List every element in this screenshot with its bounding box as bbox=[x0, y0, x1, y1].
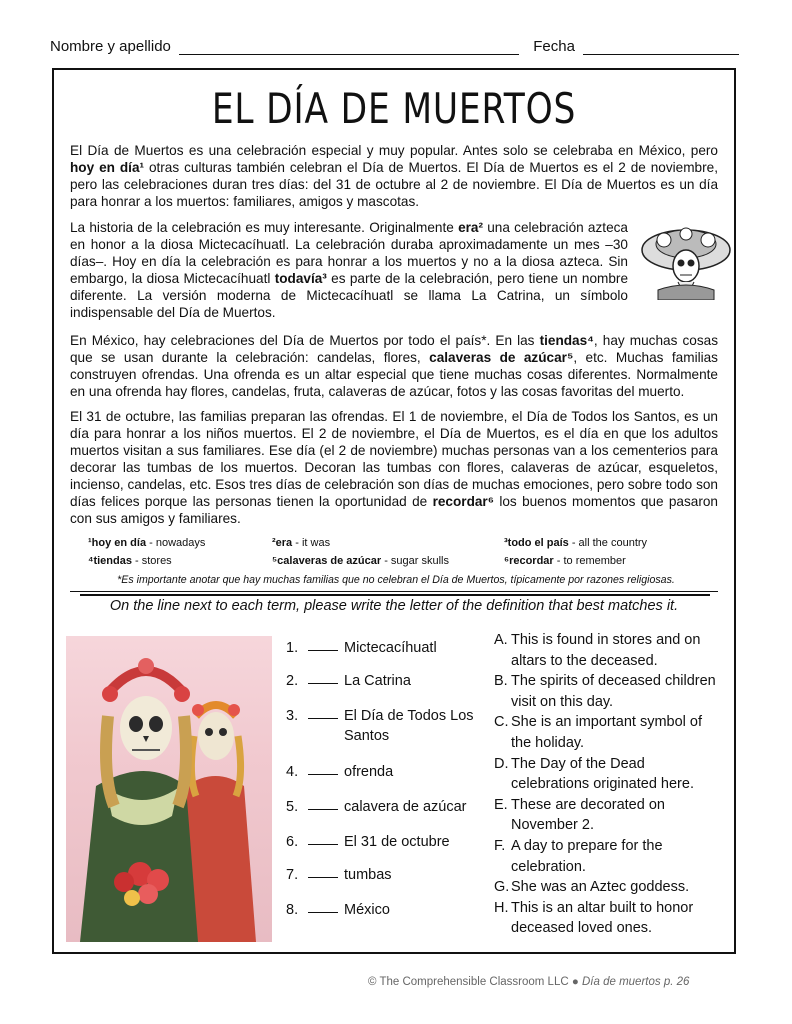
divider bbox=[80, 594, 710, 596]
term-item: 6. El 31 de octubre bbox=[286, 834, 450, 850]
definition-item: A. This is found in stores and on altars to the deceased. bbox=[494, 632, 701, 669]
term-item: 2. La Catrina bbox=[286, 673, 411, 689]
name-label: Nombre y apellido bbox=[50, 38, 171, 55]
definitions-list bbox=[494, 630, 719, 939]
date-field[interactable] bbox=[583, 40, 739, 55]
paragraph-1: El Día de Muertos es una celebración especial y muy popular. Antes solo se celebraba en México, pero hoy en día¹ otras culturas también celebran el Día de Muertos. El Día de Muertos es el 2 de noviembre, pero las celebraciones duran tres días: del 31 de octubre al 2 de noviembre. El Día de Muertos es un día para honrar a los muertos: familiares, amigos y mascotas. bbox=[70, 143, 718, 209]
catrina-illustration bbox=[638, 220, 734, 300]
date-label: Fecha bbox=[533, 38, 575, 55]
definition-item: H. This is an altar built to honor deceased loved ones. bbox=[494, 899, 694, 937]
term-item: 8. México bbox=[286, 902, 390, 918]
glossary bbox=[88, 534, 718, 570]
header bbox=[50, 38, 740, 55]
glossary-item: ⁶recordar - to remember bbox=[504, 555, 626, 567]
definition-item: F. A day to prepare for the celebration. bbox=[494, 837, 663, 875]
term-item: 1. Mictecacíhuatl bbox=[286, 640, 437, 656]
answer-blank[interactable] bbox=[308, 832, 338, 845]
name-field[interactable] bbox=[179, 40, 519, 55]
footer bbox=[368, 976, 689, 988]
page-title: EL DÍA DE MUERTOS bbox=[211, 84, 577, 133]
worksheet-frame bbox=[52, 68, 736, 954]
glossary-item: ²era - it was bbox=[272, 537, 331, 549]
glossary-item: ³todo el país - all the country bbox=[504, 537, 648, 549]
paragraph-3: En México, hay celebraciones del Día de Muertos por todo el país*. En las tiendas⁴, hay muchas cosas que se usan durante la celebración: candelas, flores, calaveras de azúcar⁵, etc. Muchas familias construyen ofrendas. Una ofrenda es un altar especial que tiene muchas cosas diferentes. Normalmente en una ofrenda hay flores, candelas, fruta, calaveras de azúcar, fotos y las cosas favoritas del muerto. bbox=[70, 333, 718, 399]
term-item: 4. ofrenda bbox=[286, 764, 394, 780]
paragraph-2: La historia de la celebración es muy interesante. Originalmente era² una celebración azteca en honor a la diosa Mictecacíhuatl. La celebración duraba aproximadamente un mes –30 días–. Hoy en día la celebración es para honrar a los muertos y no a la diosa azteca. Sin embargo, la diosa Mictecacíhuatl todavía³ es parte de la celebración, pero tiene un nombre diferente. La versión moderna de Mictecacíhuatl se llama La Catrina, un símbolo indispensable del Día de Muertos. bbox=[70, 220, 628, 320]
glossary-item: ¹hoy en día - nowadays bbox=[88, 537, 206, 549]
term-item: 5. calavera de azúcar bbox=[286, 799, 467, 815]
book-title: Día de muertos bbox=[582, 976, 661, 988]
copyright-text: © The Comprehensible Classroom LLC ● bbox=[368, 976, 582, 988]
answer-blank[interactable] bbox=[308, 900, 338, 913]
answer-blank[interactable] bbox=[308, 671, 338, 684]
glossary-item: ⁵calaveras de azúcar - sugar skulls bbox=[272, 555, 449, 567]
term-item: 3. El Día de Todos Los Santos bbox=[286, 708, 474, 744]
term-item: 7. tumbas bbox=[286, 867, 392, 883]
answer-blank[interactable] bbox=[308, 638, 338, 651]
answer-blank[interactable] bbox=[308, 797, 338, 810]
definition-item: D. The Day of the Dead celebrations originated here. bbox=[494, 755, 694, 793]
definition-item: C. She is an important symbol of the holiday. bbox=[494, 714, 703, 751]
glossary-item: ⁴tiendas - stores bbox=[88, 555, 172, 567]
divider bbox=[70, 591, 718, 592]
definition-item: B. The spirits of deceased children visit on this day. bbox=[494, 673, 716, 710]
instructions: On the line next to each term, please write the letter of the definition that best matches it. bbox=[109, 598, 679, 614]
definition-item: E. These are decorated on November 2. bbox=[494, 796, 665, 834]
answer-blank[interactable] bbox=[308, 865, 338, 878]
page-number: p. 26 bbox=[660, 976, 690, 988]
catrina-photo bbox=[66, 636, 272, 942]
paragraph-4: El 31 de octubre, las familias preparan las ofrendas. El 1 de noviembre, el Día de Todos los Santos, es un día para honrar a los niños muertos. El 2 de noviembre, el Día de Muertos, es el día en que los adultos muertos visitan a sus familiares. Ese día (el 2 de noviembre) muchas personas van a los cementerios para decorar las tumbas de los muertos. Decoran las tumbas con flores, calaveras de azúcar, esqueletos, incienso, candelas, etc. Esos tres días de celebración son días de muchas emociones, pero sobre todo son días felices porque las personas tienen la oportunidad de recordar⁶ los buenos momentos que pasaron con sus amigos y familiares. bbox=[70, 409, 718, 526]
answer-blank[interactable] bbox=[308, 762, 338, 775]
answer-blank[interactable] bbox=[308, 706, 338, 719]
footnote: *Es importante anotar que hay muchas familias que no celebran el Día de Muertos, típicamente por razones religiosas. bbox=[117, 574, 675, 586]
definition-item: G. She was an Aztec goddess. bbox=[494, 879, 690, 896]
